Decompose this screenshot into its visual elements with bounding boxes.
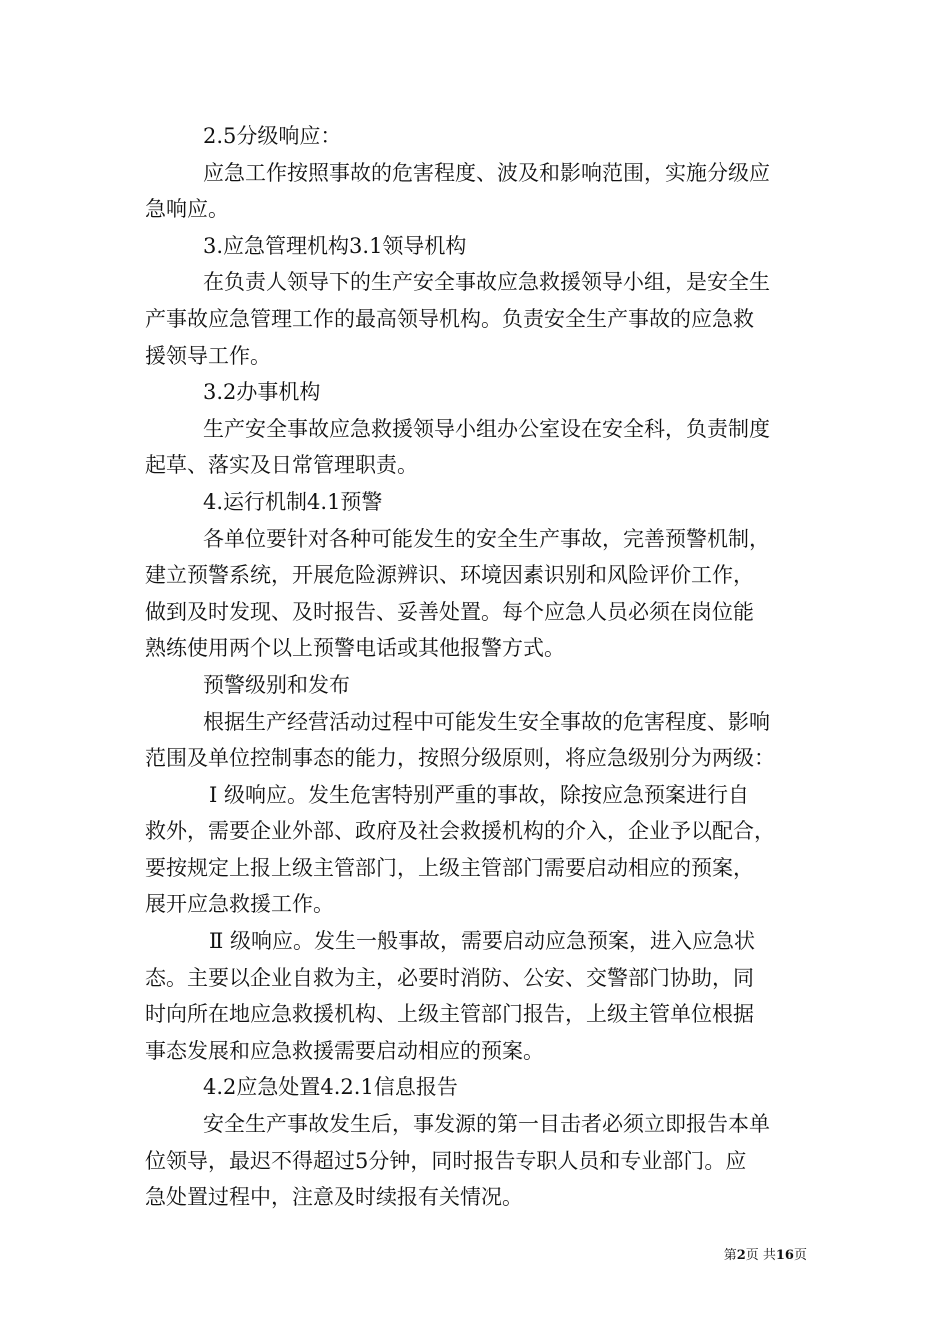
paragraph-line: 产事故应急管理工作的最高领导机构。负责安全生产事故的应急救 <box>145 306 754 331</box>
paragraph-line: 根据生产经营活动过程中可能发生安全事故的危害程度、影响 <box>203 709 770 734</box>
paragraph-line: Ⅰ 级响应。发生危害特别严重的事故，除按应急预案进行自 <box>209 782 749 807</box>
footer-middle: 页 共 <box>745 1248 776 1263</box>
page-footer <box>0 1247 807 1265</box>
paragraph-line: 起草、落实及日常管理职责。 <box>145 453 418 478</box>
paragraph-line: 生产安全事故应急救援领导小组办公室设在安全科，负责制度 <box>203 416 770 441</box>
paragraph-line: 时向所在地应急救援机构、上级主管部门报告，上级主管单位根据 <box>145 1002 754 1027</box>
paragraph-line: 援领导工作。 <box>145 343 271 368</box>
paragraph-line: 做到及时发现、及时报告、妥善处置。每个应急人员必须在岗位能 <box>145 599 754 624</box>
paragraph-line: 急响应。 <box>145 197 229 222</box>
paragraph-line: 熟练使用两个以上预警电话或其他报警方式。 <box>145 636 565 661</box>
paragraph-line: 急处置过程中，注意及时续报有关情况。 <box>145 1185 523 1210</box>
section-heading: 预警级别和发布 <box>203 672 350 697</box>
paragraph-line: 要按规定上报上级主管部门，上级主管部门需要启动相应的预案， <box>145 855 754 880</box>
paragraph-line: 在负责人领导下的生产安全事故应急救援领导小组，是安全生 <box>203 270 770 295</box>
section-heading: 4.2应急处置4.2.1信息报告 <box>203 1075 458 1100</box>
document-body <box>145 118 807 1216</box>
paragraph-line: 安全生产事故发生后，事发源的第一目击者必须立即报告本单 <box>203 1112 770 1137</box>
paragraph-line: 范围及单位控制事态的能力，按照分级原则，将应急级别分为两级： <box>145 746 775 771</box>
paragraph-line: 救外，需要企业外部、政府及社会救援机构的介入，企业予以配合， <box>145 819 775 844</box>
section-heading: 3.应急管理机构3.1领导机构 <box>203 233 467 258</box>
current-page-number: 2 <box>736 1248 746 1263</box>
section-heading: 2.5分级响应： <box>203 124 342 148</box>
footer-suffix: 页 <box>793 1248 807 1263</box>
section-heading: 4.运行机制4.1预警 <box>203 489 383 514</box>
paragraph-line: 位领导，最迟不得超过5分钟，同时报告专职人员和专业部门。应 <box>145 1148 747 1173</box>
section-heading: 3.2办事机构 <box>203 380 321 405</box>
paragraph-line: 应急工作按照事故的危害程度、波及和影响范围，实施分级应 <box>203 160 770 185</box>
paragraph-line: 展开应急救援工作。 <box>145 892 334 917</box>
paragraph-line: 建立预警系统，开展危险源辨识、环境因素识别和风险评价工作， <box>145 563 754 588</box>
paragraph-line: 各单位要针对各种可能发生的安全生产事故，完善预警机制， <box>203 526 770 551</box>
paragraph-line: Ⅱ 级响应。发生一般事故，需要启动应急预案，进入应急状 <box>209 929 755 954</box>
paragraph-line: 态。主要以企业自救为主，必要时消防、公安、交警部门协助，同 <box>145 965 754 990</box>
total-page-count: 16 <box>775 1248 794 1263</box>
paragraph-line: 事态发展和应急救援需要启动相应的预案。 <box>145 1038 544 1063</box>
footer-prefix: 第 <box>723 1248 737 1263</box>
